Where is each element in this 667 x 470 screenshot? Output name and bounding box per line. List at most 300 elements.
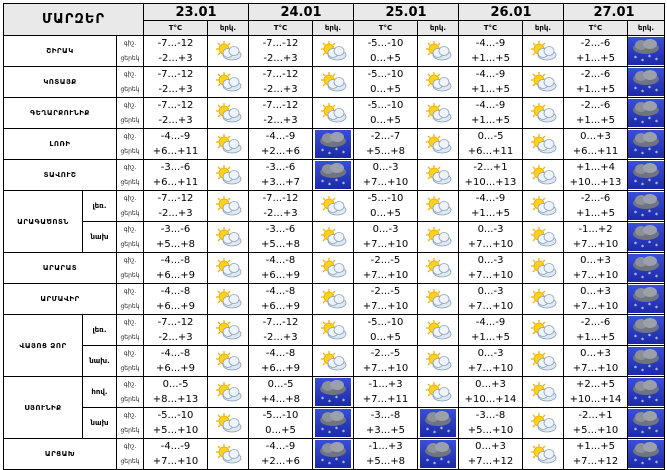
temperature-cell (249, 253, 313, 284)
table-row (4, 253, 665, 284)
night-temp: -4...-9 (475, 193, 506, 204)
weather-icon-cell (628, 284, 665, 315)
svg-text:*: * (634, 148, 637, 155)
day-temp: +2...+6 (260, 456, 301, 467)
weather-icon-cell (208, 439, 249, 470)
weather-icon-cell (418, 408, 459, 439)
date-header: 24.01 (249, 4, 354, 21)
snow-cloud-icon (315, 378, 351, 406)
day-temp: +10...+13 (569, 177, 622, 188)
temperature-cell (354, 160, 418, 191)
day-temp: -2...+3 (263, 332, 298, 343)
partly-cloudy-icon (528, 381, 558, 403)
temperature-cell (249, 98, 313, 129)
weather-icon-cell (208, 67, 249, 98)
svg-text:*: * (342, 150, 345, 157)
temperature-cell (459, 408, 523, 439)
weather-icon-cell (208, 222, 249, 253)
partly-cloudy-icon (423, 71, 453, 93)
weather-icon-cell (628, 315, 665, 346)
svg-text:*: * (433, 430, 436, 437)
partly-cloudy-icon (423, 381, 453, 403)
day-temp: +7...+10 (467, 239, 514, 250)
night-temp: 0...-3 (372, 162, 399, 173)
svg-text:*: * (335, 457, 338, 464)
svg-text:*: * (648, 209, 651, 216)
forecast-table (3, 3, 665, 470)
day-label: ցերեկ (120, 334, 140, 341)
svg-text:*: * (641, 430, 644, 437)
day-label: ցերեկ (120, 117, 140, 124)
day-temp: +7...+10 (362, 239, 409, 250)
temperature-cell (144, 191, 208, 222)
day-temp: +6...+11 (152, 146, 199, 157)
svg-text:*: * (440, 457, 443, 464)
partly-cloudy-icon (528, 350, 558, 372)
day-temp: +1...+5 (575, 115, 616, 126)
day-temp: -2...+3 (158, 332, 193, 343)
day-temp: +7...+10 (572, 239, 619, 250)
night-temp: -2...-6 (580, 100, 611, 111)
weather-icon-cell (208, 377, 249, 408)
svg-text:*: * (634, 365, 637, 372)
temperature-cell (249, 160, 313, 191)
icon-col-header: երկ. (523, 21, 564, 36)
icon-col-header: երկ. (313, 21, 354, 36)
svg-text:*: * (433, 461, 436, 468)
day-temp: +6...+9 (260, 363, 301, 374)
day-night-labels (117, 98, 144, 129)
day-temp: +6...+9 (155, 270, 196, 281)
weather-icon-cell (418, 377, 459, 408)
night-label: գիշ. (123, 226, 137, 233)
day-temp: +1...+5 (470, 53, 511, 64)
day-temp: +7...+10 (152, 456, 199, 467)
day-temp: +1...+5 (470, 332, 511, 343)
day-temp: 0...+5 (265, 425, 296, 436)
svg-text:*: * (641, 213, 644, 220)
day-temp: +5...+10 (467, 425, 514, 436)
temperature-cell (249, 439, 313, 470)
temperature-cell (459, 315, 523, 346)
temperature-cell (354, 191, 418, 222)
night-temp: 0...-3 (477, 286, 504, 297)
day-temp: -2...+3 (263, 84, 298, 95)
weather-icon-cell (313, 346, 354, 377)
day-label: ցերեկ (120, 55, 140, 62)
temperature-cell (354, 377, 418, 408)
weather-icon-cell (523, 98, 564, 129)
temperature-cell (354, 315, 418, 346)
svg-text:*: * (648, 364, 651, 371)
temperature-cell (354, 408, 418, 439)
day-night-labels (117, 253, 144, 284)
partly-cloudy-icon (213, 381, 243, 403)
svg-text:*: * (328, 151, 331, 158)
weather-icon-cell (523, 253, 564, 284)
day-temp: +10...+14 (569, 394, 622, 405)
svg-text:*: * (641, 337, 644, 344)
day-label: ցերեկ (120, 427, 140, 434)
day-temp: +1...+5 (470, 115, 511, 126)
night-temp: +2...+5 (575, 379, 616, 390)
region-name: ԱՐՑԱԽ (4, 439, 117, 470)
svg-text:*: * (634, 210, 637, 217)
weather-icon-cell (313, 129, 354, 160)
svg-text:*: * (641, 368, 644, 375)
svg-text:*: * (634, 334, 637, 341)
svg-text:*: * (342, 460, 345, 467)
night-temp: 0...-5 (162, 379, 189, 390)
temperature-cell (144, 315, 208, 346)
day-temp: +10...+13 (464, 177, 517, 188)
night-temp: -4...-8 (265, 286, 296, 297)
snow-cloud-icon (628, 316, 664, 344)
temperature-cell (354, 67, 418, 98)
day-temp: +7...+10 (467, 363, 514, 374)
partly-cloudy-icon (318, 350, 348, 372)
table-row (4, 67, 665, 98)
snow-cloud-icon (628, 409, 664, 437)
night-label: գիշ. (123, 381, 137, 388)
night-temp: -4...-8 (160, 348, 191, 359)
day-temp: +7...+12 (572, 456, 619, 467)
weather-icon-cell (418, 98, 459, 129)
table-row (4, 315, 665, 346)
temperature-cell (144, 284, 208, 315)
weather-icon-cell (313, 67, 354, 98)
night-temp: -2...+1 (473, 162, 508, 173)
night-temp: -4...-9 (265, 131, 296, 142)
night-temp: -1...+3 (368, 379, 403, 390)
day-temp: +7...+10 (572, 363, 619, 374)
night-temp: -2...-6 (580, 38, 611, 49)
snow-cloud-icon (628, 99, 664, 127)
night-temp: 0...+3 (580, 255, 611, 266)
day-temp: -2...+3 (158, 53, 193, 64)
partly-cloudy-icon (423, 319, 453, 341)
night-label: գիշ. (123, 195, 137, 202)
temperature-cell (249, 67, 313, 98)
weather-icon-cell (313, 191, 354, 222)
night-temp: -3...-6 (265, 162, 296, 173)
weather-icon-cell (418, 315, 459, 346)
day-temp: +3...+7 (260, 177, 301, 188)
night-label: գիշ. (123, 257, 137, 264)
weather-icon-cell (418, 222, 459, 253)
weather-icon-cell (418, 67, 459, 98)
day-temp: -2...+3 (158, 208, 193, 219)
temperature-cell (459, 98, 523, 129)
partly-cloudy-icon (528, 133, 558, 155)
temperature-cell (249, 284, 313, 315)
svg-text:*: * (426, 427, 429, 434)
day-night-labels (117, 439, 144, 470)
svg-text:*: * (655, 88, 658, 95)
table-row (4, 191, 665, 222)
night-temp: -7...-12 (157, 100, 194, 111)
weather-icon-cell (628, 129, 665, 160)
region-name: ԼՈՌԻ (4, 129, 117, 160)
night-temp: -4...-8 (265, 255, 296, 266)
night-temp: -7...-12 (262, 317, 299, 328)
regions-header: ՄԱՐԶԵՐ (4, 4, 144, 36)
night-temp: -4...-8 (160, 255, 191, 266)
temp-col-header: T°C (144, 21, 208, 36)
temperature-cell (354, 36, 418, 67)
night-temp: -5...-10 (367, 100, 404, 111)
weather-icon-cell (313, 98, 354, 129)
weather-icon-cell (313, 160, 354, 191)
day-temp: +6...+9 (155, 301, 196, 312)
weather-icon-cell (628, 346, 665, 377)
partly-cloudy-icon (528, 412, 558, 434)
svg-text:*: * (342, 398, 345, 405)
temperature-cell (354, 129, 418, 160)
weather-icon-cell (208, 253, 249, 284)
partly-cloudy-icon (423, 350, 453, 372)
night-temp: -4...-9 (475, 38, 506, 49)
temperature-cell (144, 377, 208, 408)
svg-text:*: * (634, 86, 637, 93)
icon-col-header: երկ. (628, 21, 665, 36)
temperature-cell (459, 160, 523, 191)
day-temp: +5...+8 (260, 239, 301, 250)
partly-cloudy-icon (423, 226, 453, 248)
snow-cloud-icon (315, 130, 351, 158)
svg-text:*: * (655, 57, 658, 64)
partly-cloudy-icon (423, 257, 453, 279)
svg-text:*: * (655, 212, 658, 219)
day-temp: +6...+9 (155, 363, 196, 374)
svg-text:*: * (648, 457, 651, 464)
day-label: ցերեկ (120, 179, 140, 186)
partly-cloudy-icon (423, 133, 453, 155)
day-temp: +2...+6 (260, 146, 301, 157)
weather-icon-cell (628, 253, 665, 284)
night-temp: 0...-3 (372, 224, 399, 235)
partly-cloudy-icon (213, 412, 243, 434)
day-temp: +5...+8 (155, 239, 196, 250)
day-temp: +1...+5 (575, 84, 616, 95)
day-temp: -2...+3 (263, 208, 298, 219)
svg-text:*: * (648, 426, 651, 433)
svg-text:*: * (655, 274, 658, 281)
svg-text:*: * (641, 151, 644, 158)
night-temp: 0...-5 (477, 131, 504, 142)
table-row (4, 346, 665, 377)
svg-text:*: * (634, 55, 637, 62)
weather-icon-cell (628, 67, 665, 98)
weather-icon-cell (208, 191, 249, 222)
day-temp: +5...+8 (365, 146, 406, 157)
weather-icon-cell (313, 222, 354, 253)
temperature-cell (249, 191, 313, 222)
temp-col-header: T°C (564, 21, 628, 36)
partly-cloudy-icon (213, 102, 243, 124)
day-label: ցերեկ (120, 86, 140, 93)
weather-icon-cell (418, 253, 459, 284)
weather-icon-cell (523, 284, 564, 315)
weather-icon-cell (418, 129, 459, 160)
region-name: ԿՈՏԱՅՔ (4, 67, 117, 98)
night-label: գիշ. (123, 133, 137, 140)
day-temp: +7...+10 (572, 301, 619, 312)
night-temp: 0...+3 (475, 441, 506, 452)
day-temp: 0...+5 (370, 332, 401, 343)
snow-cloud-icon (628, 378, 664, 406)
day-temp: +5...+8 (365, 456, 406, 467)
temperature-cell (144, 408, 208, 439)
svg-text:*: * (634, 272, 637, 279)
partly-cloudy-icon (213, 288, 243, 310)
temperature-cell (249, 315, 313, 346)
partly-cloudy-icon (423, 195, 453, 217)
svg-text:*: * (641, 89, 644, 96)
svg-text:*: * (655, 367, 658, 374)
weather-icon-cell (523, 408, 564, 439)
weather-icon-cell (523, 67, 564, 98)
day-temp: +7...+10 (467, 270, 514, 281)
svg-text:*: * (634, 117, 637, 124)
temperature-cell (459, 346, 523, 377)
day-temp: 0...+5 (370, 208, 401, 219)
partly-cloudy-icon (213, 226, 243, 248)
night-temp: -5...-10 (157, 410, 194, 421)
temperature-cell (459, 439, 523, 470)
svg-text:*: * (342, 429, 345, 436)
weather-icon-cell (523, 160, 564, 191)
night-label: գիշ. (123, 102, 137, 109)
snow-cloud-icon (628, 254, 664, 282)
svg-text:*: * (634, 179, 637, 186)
weather-icon-cell (523, 36, 564, 67)
svg-text:*: * (335, 426, 338, 433)
weather-icon-cell (523, 129, 564, 160)
day-temp: +1...+5 (470, 208, 511, 219)
day-night-labels (117, 67, 144, 98)
partly-cloudy-icon (318, 319, 348, 341)
svg-text:*: * (641, 461, 644, 468)
svg-text:*: * (655, 119, 658, 126)
partly-cloudy-icon (528, 195, 558, 217)
temperature-cell (354, 222, 418, 253)
snow-cloud-icon (628, 192, 664, 220)
day-temp: +1...+5 (470, 84, 511, 95)
weather-icon-cell (313, 253, 354, 284)
svg-text:*: * (342, 181, 345, 188)
day-night-labels (117, 346, 144, 377)
day-night-labels (117, 408, 144, 439)
day-night-labels (117, 315, 144, 346)
temperature-cell (459, 284, 523, 315)
table-row (4, 98, 665, 129)
temperature-cell (564, 36, 628, 67)
svg-text:*: * (655, 398, 658, 405)
night-temp: -3...-8 (475, 410, 506, 421)
night-temp: -4...-9 (475, 100, 506, 111)
night-temp: -2...-5 (370, 286, 401, 297)
day-temp: +7...+11 (362, 394, 409, 405)
day-temp: -2...+3 (158, 84, 193, 95)
svg-text:*: * (328, 430, 331, 437)
night-temp: -7...-12 (157, 193, 194, 204)
weather-icon-cell (628, 191, 665, 222)
night-label: գիշ. (123, 443, 137, 450)
night-temp: -3...-6 (160, 224, 191, 235)
night-label: գիշ. (123, 40, 137, 47)
svg-text:*: * (426, 458, 429, 465)
weather-icon-cell (313, 439, 354, 470)
temperature-cell (564, 346, 628, 377)
day-temp: -2...+3 (263, 115, 298, 126)
svg-text:*: * (440, 426, 443, 433)
icon-col-header: երկ. (208, 21, 249, 36)
night-temp: +1...+5 (575, 441, 616, 452)
partly-cloudy-icon (318, 40, 348, 62)
weather-icon-cell (313, 408, 354, 439)
day-temp: +8...+13 (152, 394, 199, 405)
day-temp: +1...+5 (575, 208, 616, 219)
temperature-cell (249, 36, 313, 67)
region-name: ՎԱՅՈՑ ՁՈՐ (4, 315, 83, 377)
temperature-cell (564, 98, 628, 129)
night-temp: -2...-5 (370, 348, 401, 359)
night-temp: -2...-6 (580, 317, 611, 328)
night-temp: 0...+3 (580, 286, 611, 297)
temperature-cell (144, 222, 208, 253)
partly-cloudy-icon (528, 319, 558, 341)
date-header: 26.01 (459, 4, 564, 21)
night-temp: 0...-3 (477, 224, 504, 235)
temperature-cell (249, 408, 313, 439)
night-temp: -4...-9 (160, 441, 191, 452)
snow-cloud-icon (628, 161, 664, 189)
temperature-cell (249, 222, 313, 253)
partly-cloudy-icon (213, 195, 243, 217)
weather-icon-cell (418, 160, 459, 191)
partly-cloudy-icon (423, 40, 453, 62)
night-temp: -4...-9 (160, 131, 191, 142)
temperature-cell (564, 160, 628, 191)
snow-cloud-icon (420, 409, 456, 437)
night-label: գիշ. (123, 71, 137, 78)
weather-icon-cell (208, 346, 249, 377)
day-night-labels (117, 36, 144, 67)
temperature-cell (249, 129, 313, 160)
svg-text:*: * (321, 396, 324, 403)
svg-text:*: * (447, 429, 450, 436)
weather-icon-cell (628, 98, 665, 129)
svg-text:*: * (321, 458, 324, 465)
svg-text:*: * (641, 182, 644, 189)
night-temp: -2...-7 (370, 131, 401, 142)
night-label: գիշ. (123, 412, 137, 419)
region-name: ՍՅՈՒՆԻՔ (4, 377, 83, 439)
weather-icon-cell (208, 408, 249, 439)
temperature-cell (564, 439, 628, 470)
svg-text:*: * (648, 178, 651, 185)
night-temp: 0...-5 (267, 379, 294, 390)
date-header: 23.01 (144, 4, 249, 21)
weather-icon-cell (208, 98, 249, 129)
night-temp: -5...-10 (262, 410, 299, 421)
svg-text:*: * (655, 460, 658, 467)
night-temp: -2...-6 (580, 193, 611, 204)
temperature-cell (354, 439, 418, 470)
weather-icon-cell (523, 222, 564, 253)
night-temp: -7...-12 (262, 193, 299, 204)
